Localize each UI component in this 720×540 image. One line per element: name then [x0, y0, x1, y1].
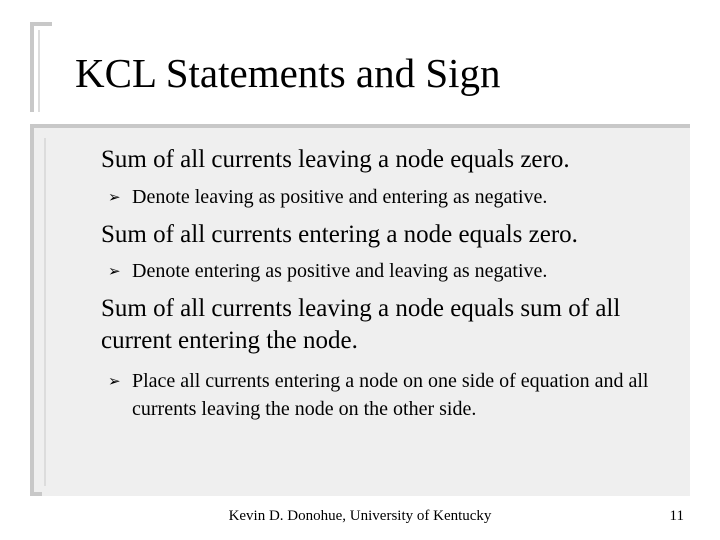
content-frame-decoration: [30, 124, 42, 496]
content-frame-inner-line: [44, 138, 56, 486]
sub-bullet-text: Place all currents entering a node on one side of equation and all currents leaving the node on the other side.: [132, 370, 649, 420]
arrow-bullet-icon: ➢: [108, 372, 121, 390]
title-frame-inner-line: [38, 30, 52, 112]
slide-title: KCL Statements and Sign: [75, 50, 501, 96]
footer-author: Kevin D. Donohue, University of Kentucky: [228, 508, 492, 524]
sub-bullet-text: Denote entering as positive and leaving as negative.: [132, 260, 548, 282]
arrow-bullet-icon: ➢: [108, 188, 121, 206]
bullet-point-3: Sum of all currents leaving a node equals sum of all current entering the node.: [101, 295, 621, 354]
bullet-point-2: Sum of all currents entering a node equals zero.: [101, 221, 578, 248]
bullet-point-1: Sum of all currents leaving a node equals zero.: [101, 146, 570, 173]
page-number: 11: [669, 508, 684, 524]
arrow-bullet-icon: ➢: [108, 262, 121, 280]
sub-bullet-text: Denote leaving as positive and entering as negative.: [132, 186, 548, 208]
